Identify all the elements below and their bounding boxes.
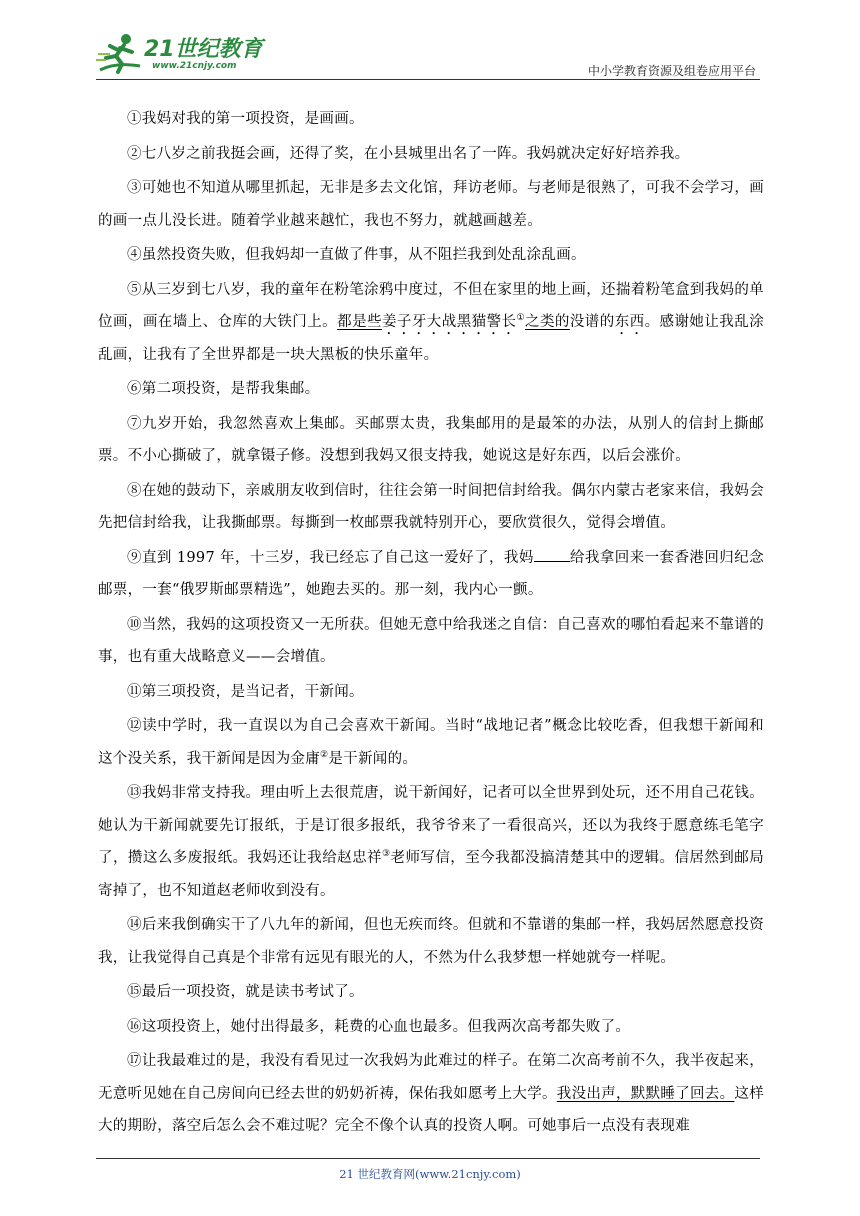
platform-name: 中小学教育资源及组卷应用平台 — [587, 64, 756, 78]
paragraph-5-text-b: 没谱的 — [569, 314, 615, 330]
paragraph-2: ②七八岁之前我挺会画，还得了奖，在小县城里出名了一阵。我妈就决定好好培养我。 — [127, 145, 690, 162]
paragraph-5-text-c: 。感谢她让我乱涂乱画，让我有了全世界都是一块大黑板的快乐童年。 — [98, 314, 764, 363]
paragraph-1: ①我妈对我的第一项投资，是画画。 — [127, 111, 364, 127]
paragraph-13-text-a: ⑬我妈非常支持我。理由听上去很荒唐，说干新闻好，记者可以全世界到处玩，还不用自己花钱。她认为干新闻就要先订报纸，于是订很多报纸，我爷爷来了一看很高兴，还以为我终于愿意练毛笔字了，攒这么多废报纸。我妈还让我给赵忠祥 — [98, 785, 764, 866]
paragraph-9-text-a: ⑨直到 1997 年，十三岁，我已经忘了自己这一爱好了，我妈 — [127, 549, 534, 566]
paragraph-17-text-b: 这样大的期盼，落空后怎么会不难过呢？完全不像个认真的投资人啊。可她事后一点没有表现难 — [98, 1085, 765, 1134]
article-body — [98, 103, 764, 1145]
dotted-phrase-1: 姜子牙大战黑猫警长 — [381, 314, 517, 330]
footnote-mark-1: ① — [516, 313, 525, 324]
paragraph-12-text-b: 是干新闻的。 — [328, 750, 418, 767]
paragraph-15: ⑮最后一项投资，就是读书考试了。 — [127, 984, 364, 1000]
paragraph-14: ⑭后来我倒确实干了八九年的新闻，但也无疾而终。但就和不靠谱的集邮一样，我妈居然愿意投资我，让我觉得自己真是个非常有远见有眼光的人，不然为什么我梦想一样她就夸一样呢。 — [98, 917, 764, 966]
paragraph-9-text-b: 给我拿回来一套香港回归纪念邮票，一套“俄罗斯邮票精选”，她跑去买的。那一刻，我内心一颤。 — [98, 549, 764, 598]
runner-logo-icon — [96, 32, 146, 76]
paragraph-7: ⑦九岁开始，我忽然喜欢上集邮。买邮票太贵，我集邮用的是最笨的办法，从别人的信封上撕邮票。不小心撕破了，就拿镊子修。没想到我妈又很支持我，她说这是好东西，以后会涨价。 — [98, 415, 764, 464]
logo-url: www.21cnjy.com — [152, 61, 237, 71]
page-footer: 21 世纪教育网(www.21cnjy.com) — [339, 1167, 521, 1181]
footnote-mark-3: ③ — [381, 849, 391, 860]
fill-in-blank[interactable] — [534, 547, 570, 562]
underlined-phrase-1: 都是些 — [337, 314, 382, 330]
underlined-phrase-2: 之类的 — [525, 314, 570, 330]
paragraph-6: ⑥第二项投资，是帮我集邮。 — [127, 381, 320, 397]
paragraph-4: ④虽然投资失败，但我妈却一直做了件事，从不阻拦我到处乱涂乱画。 — [127, 247, 586, 263]
footnote-mark-2: ② — [320, 749, 329, 760]
paragraph-3: ③可她也不知道从哪里抓起，无非是多去文化馆，拜访老师。与老师是很熟了，可我不会学习，画的画一点儿没长进。随着学业越来越忙，我也不努力，就越画越差。 — [98, 180, 764, 229]
footer-divider — [96, 1158, 760, 1159]
paragraph-11: ⑪第三项投资，是当记者，干新闻。 — [127, 683, 364, 700]
paragraph-9 — [98, 542, 764, 607]
paragraph-13-text-b: 老师写信，至今我都没搞清楚其中的逻辑。信居然到邮局寄掉了，也不知道赵老师收到没有。 — [98, 850, 765, 899]
underlined-sentence: 我没出声，默默睡了回去。 — [556, 1085, 735, 1102]
logo-text: 21世纪教育 — [144, 37, 263, 62]
paragraph-10: ⑩当然，我妈的这项投资又一无所获。但她无意中给我迷之自信：自己喜欢的哪怕看起来不靠谱的事，也有重大战略意义——会增值。 — [98, 616, 764, 665]
paragraph-8: ⑧在她的鼓动下，亲戚朋友收到信时，往往会第一时间把信封给我。偶尔内蒙古老家来信，我妈会先把信封给我，让我撕邮票。每撕到一枚邮票我就特别开心，要欣赏很久，觉得会增值。 — [98, 482, 764, 531]
paragraph-5 — [98, 274, 764, 372]
logo — [96, 30, 266, 78]
paragraph-16: ⑯这项投资上，她付出得最多，耗费的心血也最多。但我两次高考都失败了。 — [127, 1018, 631, 1035]
paragraph-5-text-a: ⑤从三岁到七八岁，我的童年在粉笔涂鸦中度过，不但在家里的地上画，还揣着粉笔盒到我妈的单位画，画在墙上、仓库的大铁门上。 — [98, 281, 764, 330]
dotted-phrase-2: 东西 — [614, 314, 645, 330]
paragraph-13 — [98, 777, 764, 907]
header-divider — [96, 79, 760, 80]
paragraph-12 — [98, 710, 764, 775]
paragraph-17-text-a: ⑰让我最难过的是，我没有看见过一次我妈为此难过的样子。在第二次高考前不久，我半夜起来，无意听见她在自己房间向已经去世的奶奶祈祷，保佑我如愿考上大学。 — [98, 1053, 764, 1102]
page-header — [96, 30, 760, 80]
paragraph-17 — [98, 1045, 764, 1143]
paragraph-12-text-a: ⑫读中学时，我一直误以为自己会喜欢干新闻。当时“战地记者”概念比较吃香，但我想干新闻和这个没关系，我干新闻是因为金庸 — [98, 718, 764, 767]
